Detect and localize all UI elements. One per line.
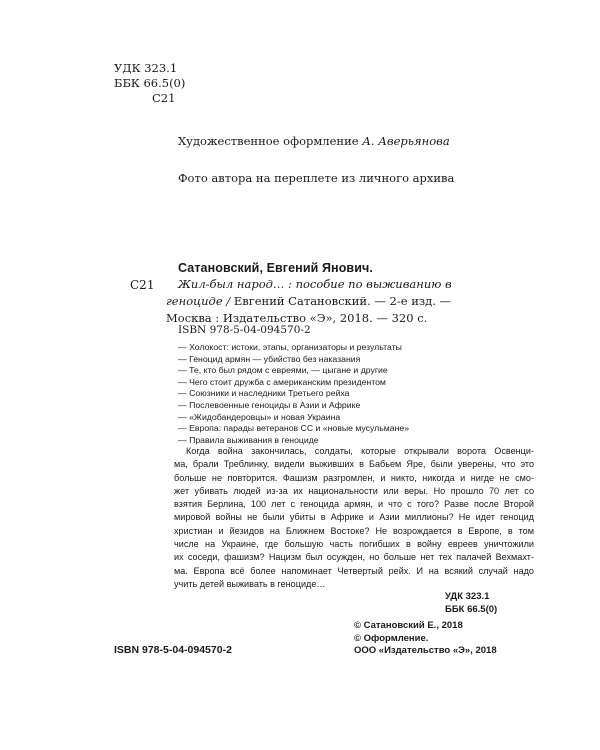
topic-item: — Европа: парады ветеранов СС и «новые мусульмане»	[178, 423, 410, 434]
annotation-line: больше не повторится. Фашизм разгромлен, и никто, никогда и нигде не смо-	[174, 472, 534, 483]
topics-list	[178, 342, 409, 446]
bottom-bbk-code: ББК 66.5(0)	[445, 604, 498, 615]
author-heading: Сатановский, Евгений Янович.	[178, 261, 373, 275]
topic-item: — Те, кто был рядом с евреями, — цыгане и другие	[178, 365, 388, 376]
bibliographic-description	[166, 276, 500, 327]
topic-item: — Холокост: истоки, этапы, организаторы и результаты	[178, 342, 402, 352]
isbn-bottom: ISBN 978-5-04-094570-2	[114, 644, 232, 656]
annotation-line: учить детей выживать в геноциде…	[174, 578, 326, 589]
record-isbn: ISBN 978-5-04-094570-2	[178, 324, 311, 336]
bottom-udc-code: УДК 323.1	[445, 591, 490, 602]
catalog-code: С21	[152, 91, 176, 105]
classification-block	[114, 61, 185, 106]
annotation	[174, 445, 534, 591]
udc-code: УДК 323.1	[114, 61, 178, 75]
topic-item: — Геноцид армян — убийство без наказания	[178, 353, 361, 364]
photo-credit: Фото автора на переплете из личного архива	[178, 171, 455, 185]
topic-item: — Послевоенные геноциды в Азии и Африке	[178, 399, 361, 410]
copyright-block	[354, 620, 497, 658]
copyright-design: © Оформление.	[354, 632, 429, 644]
topic-item: — Чего стоит дружба с американским президентом	[178, 376, 386, 387]
annotation-line: ма, брали Треблинку, видели выживших в Бабьем Яре, были уверены, что это	[174, 459, 534, 470]
bbk-code: ББК 66.5(0)	[114, 76, 186, 90]
copyright-author: © Сатановский Е., 2018	[354, 620, 463, 631]
copyright-publisher: ООО «Издательство «Э», 2018	[354, 645, 497, 656]
topic-item: — Правила выживания в геноциде	[178, 434, 319, 445]
design-credit	[178, 134, 450, 148]
bottom-classification	[445, 590, 497, 616]
annotation-line: их соседи, фашизм? Нацизм был осужден, но больше нет тех палачей Вехмахт-	[174, 552, 534, 563]
annotation-line: Когда война закончилась, солдаты, которые открывали ворота Освенци-	[186, 446, 534, 456]
topic-item: — «Жидобандеровцы» и новая Украина	[178, 411, 341, 422]
annotation-line: ма. Европа всё более напоминает Четвертый рейх. И на всякий случай надо	[174, 565, 534, 576]
annotation-line: жет убивать людей из-за их национальности или веры. Но прошло 70 лет со	[174, 485, 534, 496]
record-code: С21	[130, 278, 155, 292]
annotation-line: числе на Украине, где большую часть погибших в войну евреев уничтожили	[174, 539, 534, 550]
annotation-line: взятия Берлина, 100 лет с геноцида армян, и что с того? Разве после Второй	[174, 499, 534, 510]
design-credit-label: Художественное оформление	[178, 134, 359, 148]
annotation-line: христиан и йезидов на Ближнем Востоке? Не возрождается в Европе, в том	[174, 525, 534, 536]
annotation-line: мировой войны не были убиты в Африке и Азии миллионы? Не идет геноцид	[174, 512, 534, 523]
topic-item: — Союзники и наследники Третьего рейха	[178, 388, 350, 399]
publication-details: Евгений Сатановский. — 2-е изд. — Москва : Издательство «Э», 2018. — 320 с.	[166, 294, 452, 325]
design-credit-name: А. Аверьянова	[362, 134, 450, 148]
book-title: Жил-был народ… : пособие по выживанию в геноциде /	[166, 277, 452, 308]
